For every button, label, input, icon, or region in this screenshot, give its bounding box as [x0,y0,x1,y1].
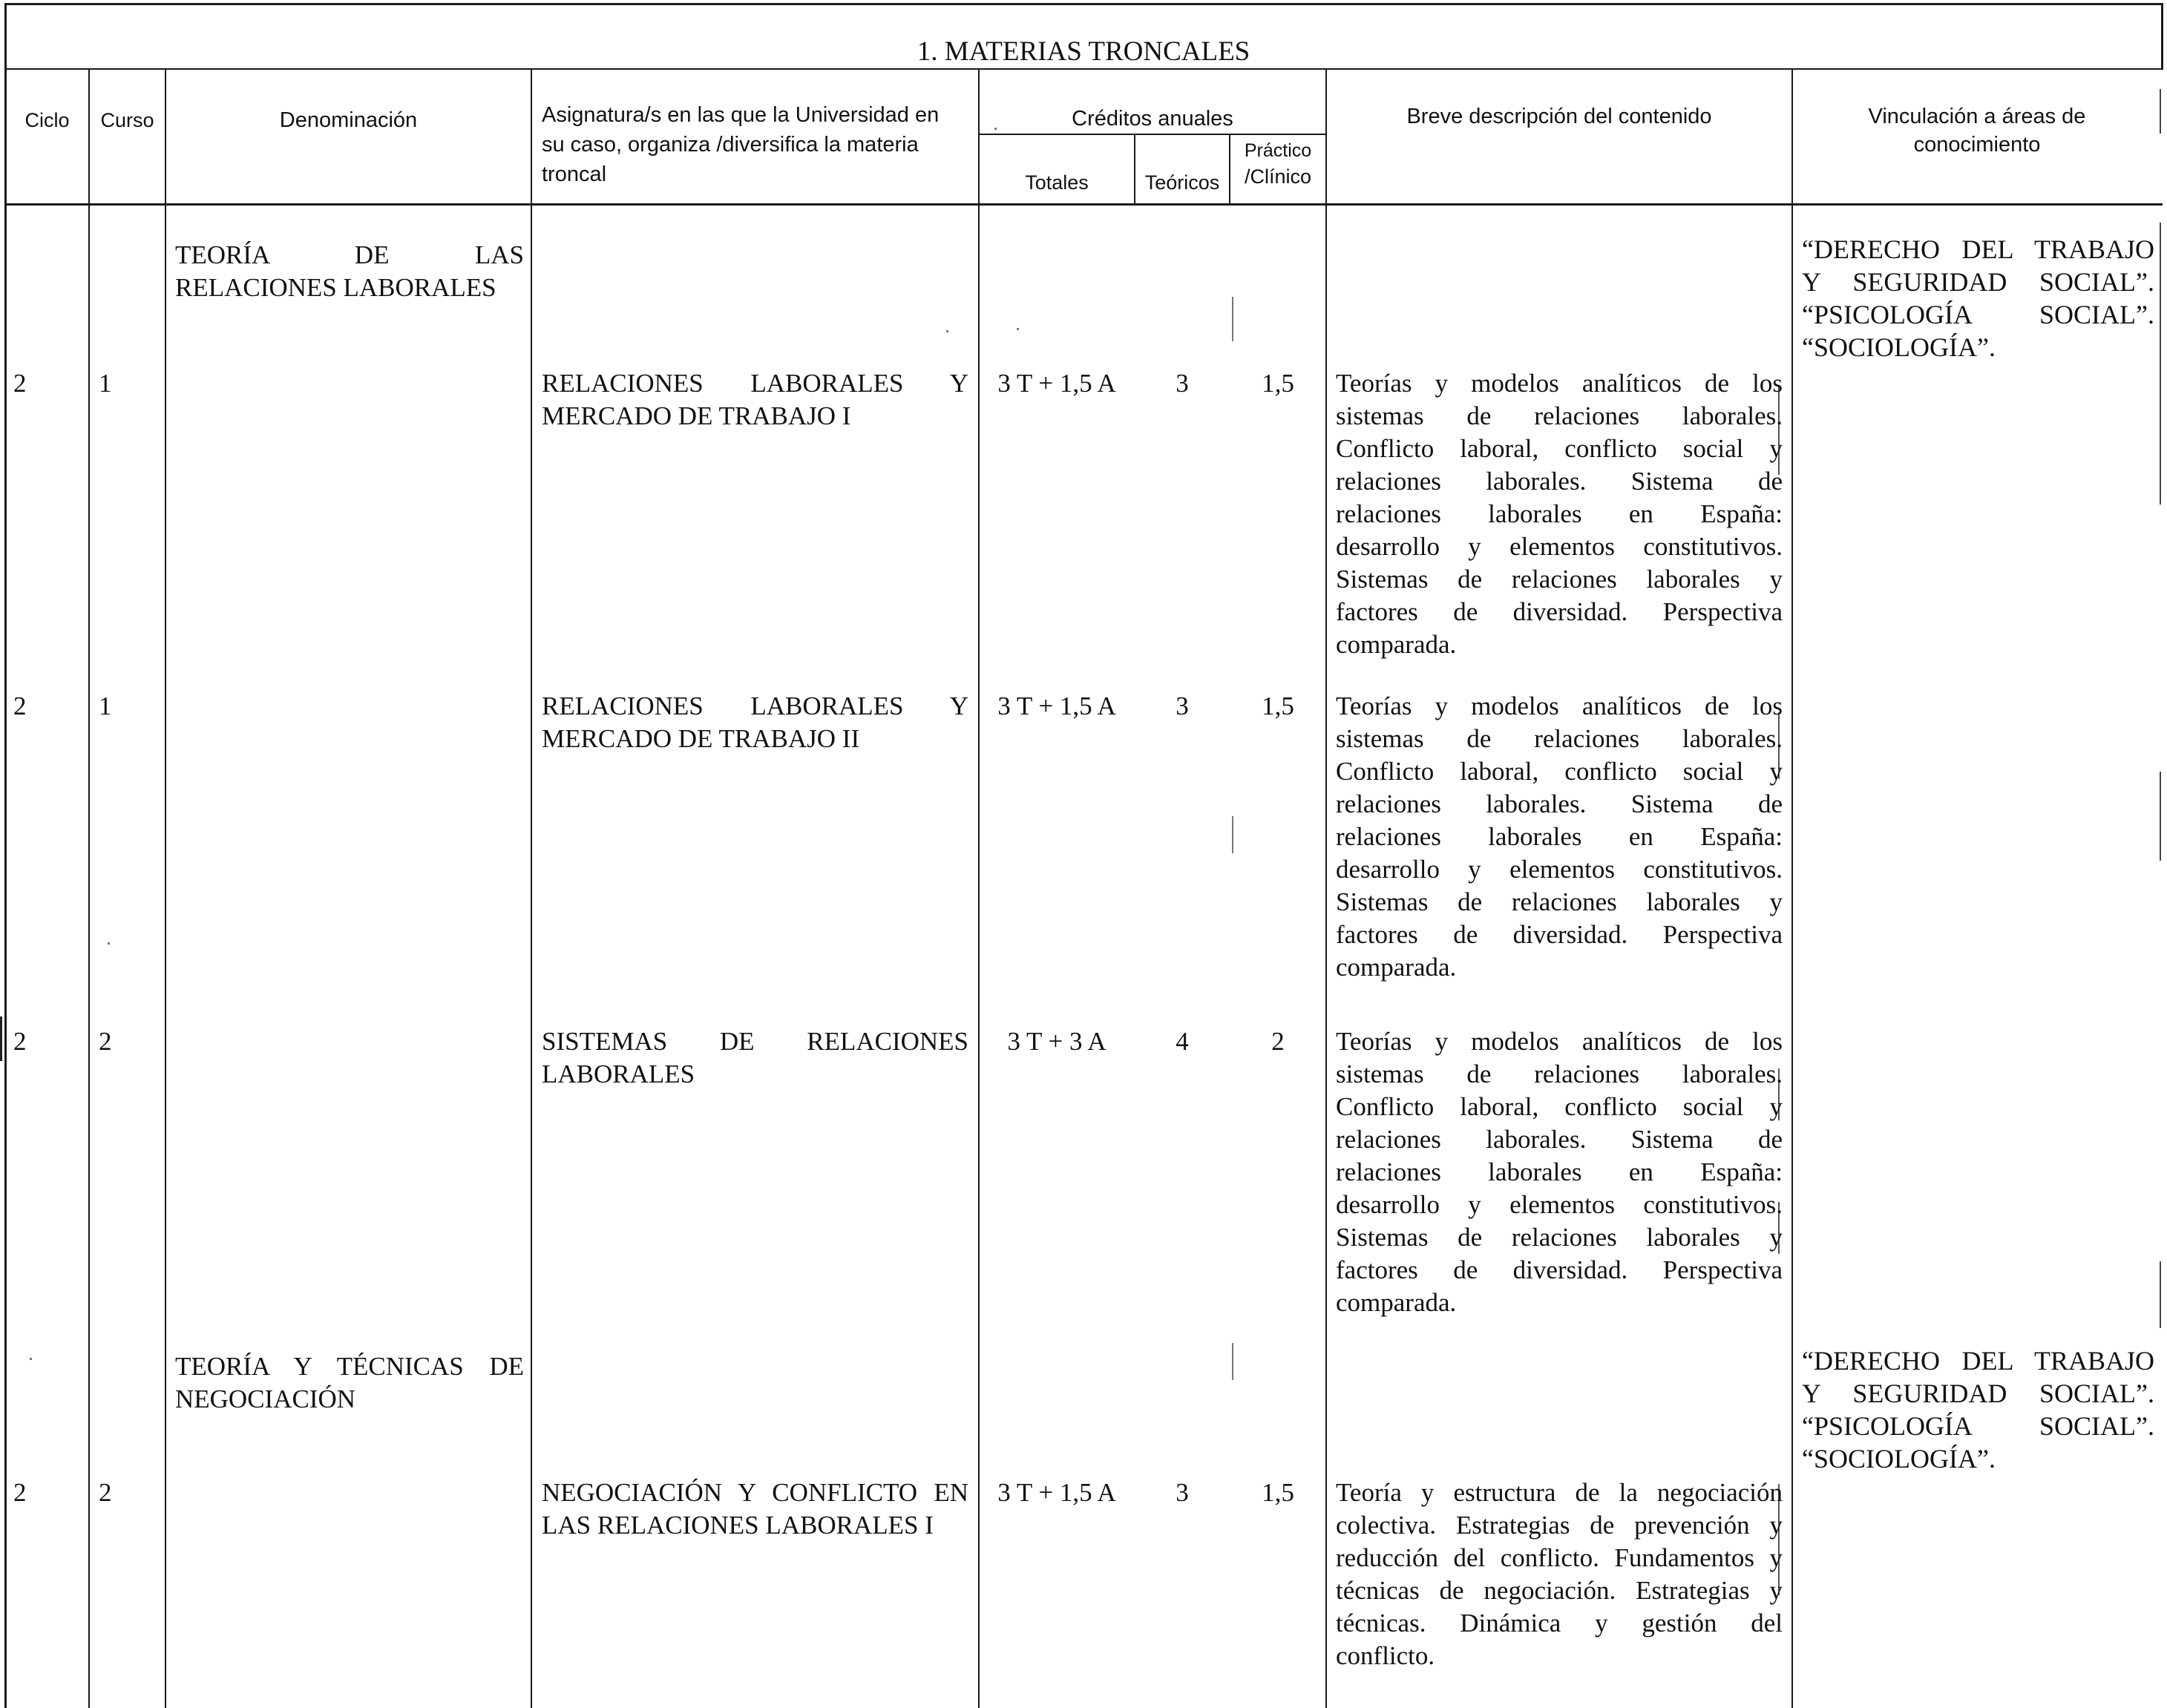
row-teoricos: 4 [1176,1027,1189,1056]
stray-mark [1232,816,1233,853]
row-totales: 3 T + 1,5 A [997,369,1116,398]
row-teoricos: 3 [1176,369,1189,398]
row-teoricos: 3 [1176,1478,1189,1507]
row-descripcion: Teorías y modelos analíticos de los sistemas de relaciones laborales. Conflicto laboral, conflicto social y relaciones laborales. Sistema de relaciones laborales en España: desarrollo y elementos constitutivos. Sistemas de relaciones laborales y factores de diversidad. Perspectiva comparada. [1336,1027,1783,1317]
row-totales: 3 T + 1,5 A [997,692,1116,720]
row-curso: 2 [99,1027,112,1056]
materia-vinculacion: “DERECHO DEL TRABAJO Y SEGURIDAD SOCIAL”. “PSICOLOGÍA SOCIAL”. “SOCIOLOGÍA”. [1802,234,2154,362]
stray-mark [2160,772,2161,861]
row-practicos: 1,5 [1262,369,1294,398]
col-divider-descripcion [1791,68,1793,1708]
header-vinculacion-line1: Vinculación a áreas de [1868,105,2086,128]
row-teoricos: 3 [1176,692,1189,720]
row-curso: 1 [99,692,112,720]
header-descripcion: Breve descripción del contenido [1406,105,1712,128]
stray-dot [108,942,110,945]
row-descripcion: Teoría y estructura de la negociación colectiva. Estrategias de prevención y reducción del conflicto. Fundamentos y técnicas de negociación. Estrategias y técnicas. Dinámica y gestión del conflicto. [1336,1478,1783,1670]
header-practico-line1: Práctico [1244,140,1312,161]
row-practicos: 2 [1271,1027,1285,1056]
stray-mark [1232,297,1233,341]
row-curso: 2 [99,1478,112,1507]
stray-mark [2160,223,2161,505]
row-practicos: 1,5 [1262,1478,1294,1507]
header-ciclo: Ciclo [24,109,70,131]
header-denominacion: Denominación [279,108,418,132]
stray-mark [0,1016,2,1061]
materia-nombre: TEORÍA Y TÉCNICAS DE NEGOCIACIÓN [175,1352,524,1413]
header-practico-line2: /Clínico [1244,165,1312,188]
row-asignatura: RELACIONES LABORALES Y MERCADO DE TRABAJO I [542,369,968,430]
header-teoricos: Teóricos [1144,171,1220,194]
row-totales: 3 T + 1,5 A [997,1478,1116,1507]
table-title: 1. MATERIAS TRONCALES [917,36,1250,67]
stray-dot [946,330,948,332]
header-asignatura-line2: su caso, organiza /diversifica la materia [542,133,919,157]
table-top-border [4,3,2163,5]
row-ciclo: 2 [13,692,27,720]
row-ciclo: 2 [13,369,27,398]
header-asignatura-line3: troncal [542,162,607,186]
materia-vinculacion: “DERECHO DEL TRABAJO Y SEGURIDAD SOCIAL”. “PSICOLOGÍA SOCIAL”. “SOCIOLOGÍA”. [1802,1346,2154,1474]
stray-mark [2160,1261,2161,1328]
title-bottom-border [4,68,2163,70]
col-divider-denominacion [531,68,532,1708]
row-asignatura: RELACIONES LABORALES Y MERCADO DE TRABAJO II [542,692,968,753]
stray-dot [30,1358,32,1360]
header-bottom-border [4,203,2163,206]
row-ciclo: 2 [13,1027,27,1056]
col-divider-ciclo [88,68,90,1708]
header-curso: Curso [100,109,154,131]
stray-dot [1017,328,1019,330]
row-descripcion: Teorías y modelos analíticos de los sistemas de relaciones laborales. Conflicto laboral, conflicto social y relaciones laborales. Sistema de relaciones laborales en España: desarrollo y elementos constitutivos. Sistemas de relaciones laborales y factores de diversidad. Perspectiva comparada. [1336,692,1783,982]
table-left-border [4,3,7,1708]
col-divider-creditos [1325,68,1327,1708]
row-asignatura: SISTEMAS DE RELACIONES LABORALES [542,1027,968,1088]
row-curso: 1 [99,369,112,398]
header-asignatura-line1: Asignatura/s en las que la Universidad en [542,103,940,127]
header-vinculacion-line2: conocimiento [1913,133,2041,157]
header-creditos: Créditos anuales [1072,107,1233,131]
stray-mark [1232,1343,1233,1380]
creditos-divider [979,134,1326,135]
row-descripcion: Teorías y modelos analíticos de los sistemas de relaciones laborales. Conflicto laboral, conflicto social y relaciones laborales. Sistema de relaciones laborales en España: desarrollo y elementos constitutivos. Sistemas de relaciones laborales y factores de diversidad. Perspectiva comparada. [1336,369,1783,659]
col-divider-curso [165,68,166,1708]
col-divider-asignatura [978,68,980,1708]
row-ciclo: 2 [13,1478,27,1507]
materia-nombre: TEORÍA DE LAS RELACIONES LABORALES [175,240,524,302]
header-totales: Totales [1025,171,1089,194]
row-totales: 3 T + 3 A [1007,1027,1107,1056]
row-practicos: 1,5 [1262,692,1294,720]
row-asignatura: NEGOCIACIÓN Y CONFLICTO EN LAS RELACIONES LABORALES I [542,1478,968,1540]
